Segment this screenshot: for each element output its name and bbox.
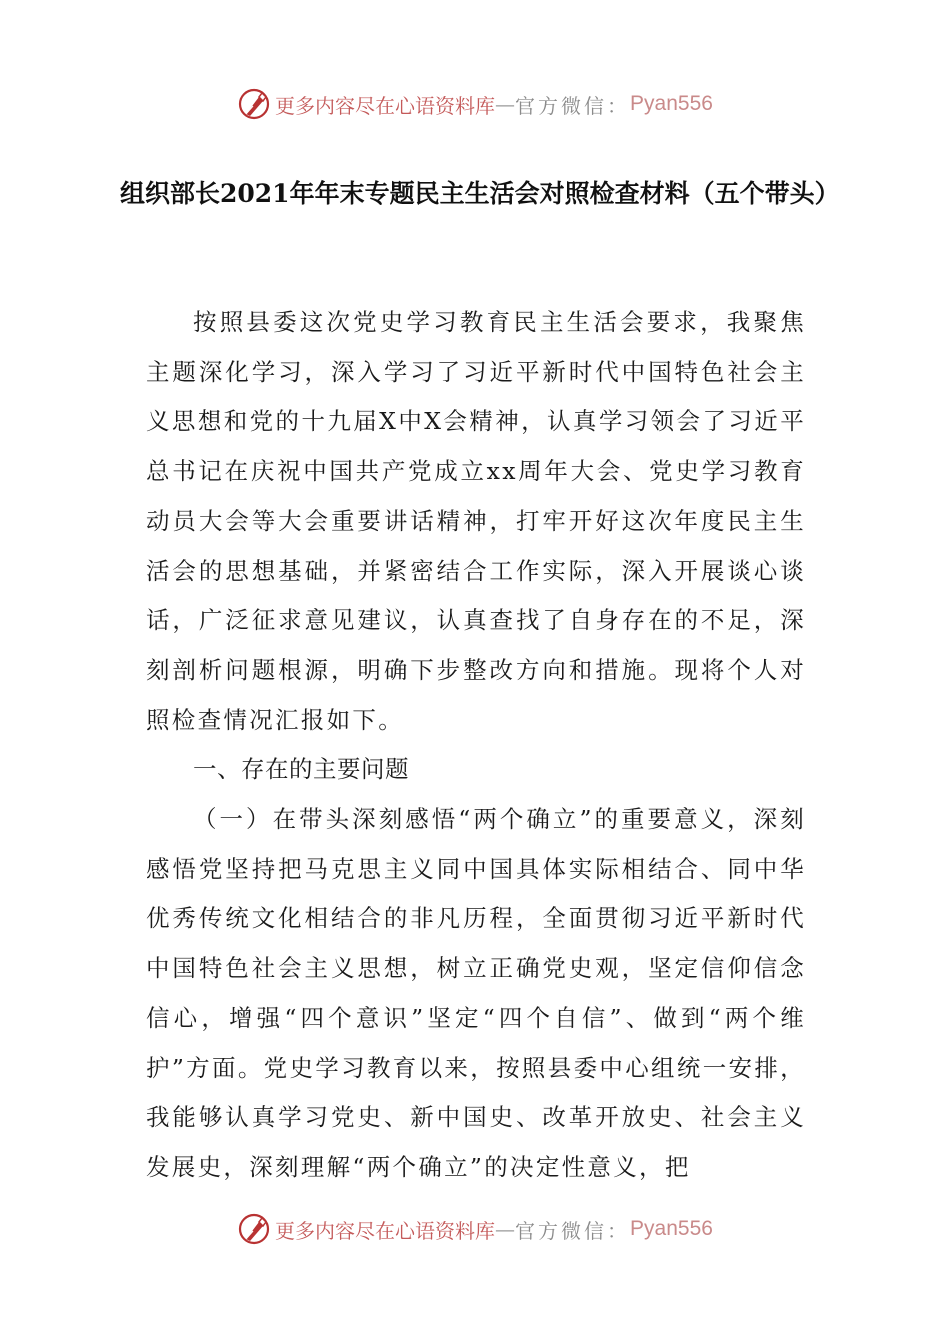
watermark-dash: —: [495, 1217, 516, 1241]
watermark-wechat-id: Pyan556: [630, 1217, 713, 1240]
watermark-wechat-id: Pyan556: [630, 92, 713, 115]
watermark-official-label: 官方微信：: [515, 93, 631, 118]
document-body: [146, 298, 806, 1193]
watermark-footer: [0, 1209, 950, 1249]
section-paragraph: （一）在带头深刻感悟“两个确立”的重要意义，深刻感悟党坚持把马克思主义同中国具体实际相结合、同中华优秀传统文化相结合的非凡历程，全面贯彻习近平新时代中国特色社会主义思想，树立正确党史观，坚定信仰信念信心，增强“四个意识”坚定“四个自信”、做到“两个维护”方面。党史学习教育以来，按照县委中心组统一安排，我能够认真学习党史、新中国史、改革开放史、社会主义发展史，深刻理解“两个确立”的决定性意义，把: [146, 805, 806, 1181]
section-heading: 一、存在的主要问题: [193, 755, 409, 784]
pen-nib-logo-icon: [237, 1212, 271, 1246]
watermark-dash: —: [495, 92, 516, 116]
document-title: 组织部长2021年年末专题民主生活会对照检查材料（五个带头）: [120, 179, 840, 208]
watermark-official-label: 官方微信：: [515, 1218, 631, 1243]
intro-paragraph: 按照县委这次党史学习教育民主生活会要求，我聚焦主题深化学习，深入学习了习近平新时代中国特色社会主义思想和党的十九届X中X会精神，认真学习领会了习近平总书记在庆祝中国共产党成立xx周年大会、党史学习教育动员大会等大会重要讲话精神，打牢开好这次年度民主生活会的思想基础，并紧密结合工作实际，深入开展谈心谈话，广泛征求意见建议，认真查找了自身存在的不足，深刻剖析问题根源，明确下步整改方向和措施。现将个人对照检查情况汇报如下。: [146, 308, 806, 734]
watermark-header: [0, 84, 950, 124]
watermark-brand-text: 更多内容尽在心语资料库: [275, 93, 496, 118]
watermark-brand-text: 更多内容尽在心语资料库: [275, 1218, 496, 1243]
pen-nib-logo-icon: [237, 87, 271, 121]
